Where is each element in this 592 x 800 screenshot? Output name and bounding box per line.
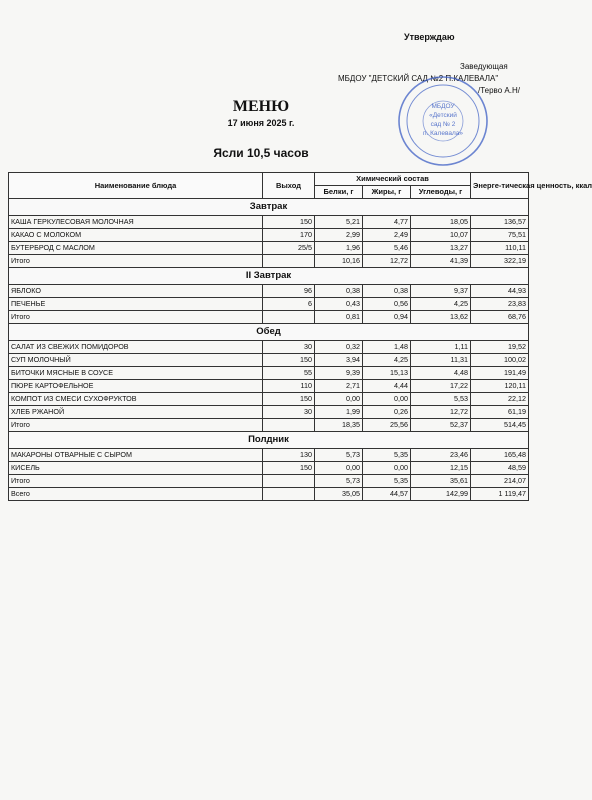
dish-carbs: 23,46 — [411, 449, 471, 462]
section-header-row — [9, 432, 529, 449]
section-total-row — [9, 311, 529, 324]
table-row — [9, 462, 529, 475]
dish-energy: 136,57 — [471, 216, 529, 229]
total-proteins: 18,35 — [315, 419, 363, 432]
column-header-name: Наименование блюда — [9, 173, 263, 199]
dish-proteins: 0,43 — [315, 298, 363, 311]
section-title: II Завтрак — [9, 268, 529, 285]
dish-proteins: 3,94 — [315, 354, 363, 367]
dish-fats: 0,26 — [363, 406, 411, 419]
column-header-proteins: Белки, г — [315, 186, 363, 199]
total-energy: 514,45 — [471, 419, 529, 432]
menu-date: 17 июня 2025 г. — [227, 118, 295, 128]
grand-total-label: Всего — [9, 488, 263, 501]
table-header-row — [9, 173, 529, 186]
svg-text:п. Калевала»: п. Калевала» — [423, 130, 463, 137]
dish-output: 6 — [263, 298, 315, 311]
total-proteins: 10,16 — [315, 255, 363, 268]
total-output — [263, 255, 315, 268]
dish-name: БИТОЧКИ МЯСНЫЕ В СОУСЕ — [9, 367, 263, 380]
total-label: Итого — [9, 419, 263, 432]
dish-output: 150 — [263, 354, 315, 367]
dish-fats: 4,77 — [363, 216, 411, 229]
dish-carbs: 9,37 — [411, 285, 471, 298]
dish-carbs: 12,72 — [411, 406, 471, 419]
dish-proteins: 0,38 — [315, 285, 363, 298]
grand-total-output — [263, 488, 315, 501]
dish-carbs: 1,11 — [411, 341, 471, 354]
section-header-row — [9, 268, 529, 285]
table-row — [9, 354, 529, 367]
dish-fats: 0,00 — [363, 462, 411, 475]
column-header-carbs: Углеводы, г — [411, 186, 471, 199]
dish-output: 170 — [263, 229, 315, 242]
total-fats: 0,94 — [363, 311, 411, 324]
total-output — [263, 311, 315, 324]
menu-title: МЕНЮ — [232, 98, 290, 115]
dish-energy: 61,19 — [471, 406, 529, 419]
total-label: Итого — [9, 255, 263, 268]
total-output — [263, 419, 315, 432]
section-header-row — [9, 199, 529, 216]
total-carbs: 52,37 — [411, 419, 471, 432]
dish-fats: 4,25 — [363, 354, 411, 367]
grand-total-row — [9, 488, 529, 501]
dish-output: 150 — [263, 393, 315, 406]
total-energy: 68,76 — [471, 311, 529, 324]
dish-name: БУТЕРБРОД С МАСЛОМ — [9, 242, 263, 255]
table-row — [9, 367, 529, 380]
dish-proteins: 0,00 — [315, 393, 363, 406]
dish-energy: 19,52 — [471, 341, 529, 354]
table-row — [9, 449, 529, 462]
table-row — [9, 298, 529, 311]
column-header-energy: Энерге-тическая ценность, ккал — [471, 173, 529, 199]
dish-carbs: 17,22 — [411, 380, 471, 393]
dish-energy: 110,11 — [471, 242, 529, 255]
svg-text:«Детский: «Детский — [429, 112, 457, 119]
dish-proteins: 5,21 — [315, 216, 363, 229]
dish-energy: 48,59 — [471, 462, 529, 475]
dish-fats: 4,44 — [363, 380, 411, 393]
section-total-row — [9, 419, 529, 432]
total-fats: 12,72 — [363, 255, 411, 268]
table-row — [9, 406, 529, 419]
grand-total-energy: 1 119,47 — [471, 488, 529, 501]
dish-output: 110 — [263, 380, 315, 393]
dish-output: 25/5 — [263, 242, 315, 255]
dish-proteins: 1,96 — [315, 242, 363, 255]
table-row — [9, 229, 529, 242]
menu-group: Ясли 10,5 часов — [213, 146, 309, 160]
svg-text:сад № 2: сад № 2 — [430, 121, 456, 128]
menu-table — [8, 172, 592, 501]
section-title: Полдник — [9, 432, 529, 449]
dish-fats: 5,46 — [363, 242, 411, 255]
table-row — [9, 216, 529, 229]
dish-energy: 191,49 — [471, 367, 529, 380]
section-title: Завтрак — [9, 199, 529, 216]
dish-proteins: 9,39 — [315, 367, 363, 380]
dish-output: 55 — [263, 367, 315, 380]
approve-label: Утверждаю — [404, 32, 455, 42]
dish-carbs: 13,27 — [411, 242, 471, 255]
head-name: /Терво А.Н/ — [478, 86, 520, 95]
total-fats: 25,56 — [363, 419, 411, 432]
section-total-row — [9, 255, 529, 268]
dish-fats: 5,35 — [363, 449, 411, 462]
dish-name: ХЛЕБ РЖАНОЙ — [9, 406, 263, 419]
dish-fats: 0,00 — [363, 393, 411, 406]
dish-fats: 1,48 — [363, 341, 411, 354]
dish-name: КОМПОТ ИЗ СМЕСИ СУХОФРУКТОВ — [9, 393, 263, 406]
column-header-chem: Химический состав — [315, 173, 471, 186]
dish-output: 130 — [263, 449, 315, 462]
dish-fats: 2,49 — [363, 229, 411, 242]
dish-carbs: 11,31 — [411, 354, 471, 367]
grand-total-proteins: 35,05 — [315, 488, 363, 501]
organization-name: МБДОУ "ДЕТСКИЙ САД №2 П.КАЛЕВАЛА" — [338, 74, 499, 83]
dish-proteins: 1,99 — [315, 406, 363, 419]
dish-name: ЯБЛОКО — [9, 285, 263, 298]
dish-fats: 0,56 — [363, 298, 411, 311]
dish-name: ПЮРЕ КАРТОФЕЛЬНОЕ — [9, 380, 263, 393]
total-energy: 322,19 — [471, 255, 529, 268]
dish-proteins: 2,99 — [315, 229, 363, 242]
dish-energy: 165,48 — [471, 449, 529, 462]
dish-carbs: 4,25 — [411, 298, 471, 311]
dish-output: 30 — [263, 406, 315, 419]
table-row — [9, 341, 529, 354]
total-carbs: 13,62 — [411, 311, 471, 324]
total-carbs: 35,61 — [411, 475, 471, 488]
dish-energy: 100,02 — [471, 354, 529, 367]
total-label: Итого — [9, 311, 263, 324]
table-row — [9, 242, 529, 255]
dish-carbs: 4,48 — [411, 367, 471, 380]
dish-name: СУП МОЛОЧНЫЙ — [9, 354, 263, 367]
total-label: Итого — [9, 475, 263, 488]
dish-carbs: 12,15 — [411, 462, 471, 475]
section-header-row — [9, 324, 529, 341]
total-proteins: 0,81 — [315, 311, 363, 324]
dish-name: САЛАТ ИЗ СВЕЖИХ ПОМИДОРОВ — [9, 341, 263, 354]
dish-output: 150 — [263, 216, 315, 229]
dish-proteins: 0,32 — [315, 341, 363, 354]
dish-name: КИСЕЛЬ — [9, 462, 263, 475]
dish-fats: 15,13 — [363, 367, 411, 380]
table-row — [9, 393, 529, 406]
total-carbs: 41,39 — [411, 255, 471, 268]
dish-proteins: 5,73 — [315, 449, 363, 462]
dish-energy: 120,11 — [471, 380, 529, 393]
table-row — [9, 380, 529, 393]
dish-carbs: 10,07 — [411, 229, 471, 242]
section-total-row — [9, 475, 529, 488]
column-header-output: Выход — [263, 173, 315, 199]
total-energy: 214,07 — [471, 475, 529, 488]
dish-name: МАКАРОНЫ ОТВАРНЫЕ С СЫРОМ — [9, 449, 263, 462]
table-row — [9, 285, 529, 298]
dish-carbs: 5,53 — [411, 393, 471, 406]
dish-name: ПЕЧЕНЬЕ — [9, 298, 263, 311]
dish-energy: 75,51 — [471, 229, 529, 242]
grand-total-fats: 44,57 — [363, 488, 411, 501]
grand-total-carbs: 142,99 — [411, 488, 471, 501]
dish-fats: 0,38 — [363, 285, 411, 298]
menu-table-body — [9, 199, 529, 501]
dish-output: 150 — [263, 462, 315, 475]
column-header-fats: Жиры, г — [363, 186, 411, 199]
dish-name: КАША ГЕРКУЛЕСОВАЯ МОЛОЧНАЯ — [9, 216, 263, 229]
total-output — [263, 475, 315, 488]
dish-carbs: 18,05 — [411, 216, 471, 229]
dish-energy: 22,12 — [471, 393, 529, 406]
dish-name: КАКАО С МОЛОКОМ — [9, 229, 263, 242]
dish-energy: 23,83 — [471, 298, 529, 311]
svg-text:МБДОУ: МБДОУ — [431, 103, 455, 110]
total-proteins: 5,73 — [315, 475, 363, 488]
total-fats: 5,35 — [363, 475, 411, 488]
dish-proteins: 2,71 — [315, 380, 363, 393]
dish-energy: 44,93 — [471, 285, 529, 298]
dish-proteins: 0,00 — [315, 462, 363, 475]
head-title: Заведующая — [460, 62, 508, 71]
section-title: Обед — [9, 324, 529, 341]
dish-output: 30 — [263, 341, 315, 354]
dish-output: 96 — [263, 285, 315, 298]
